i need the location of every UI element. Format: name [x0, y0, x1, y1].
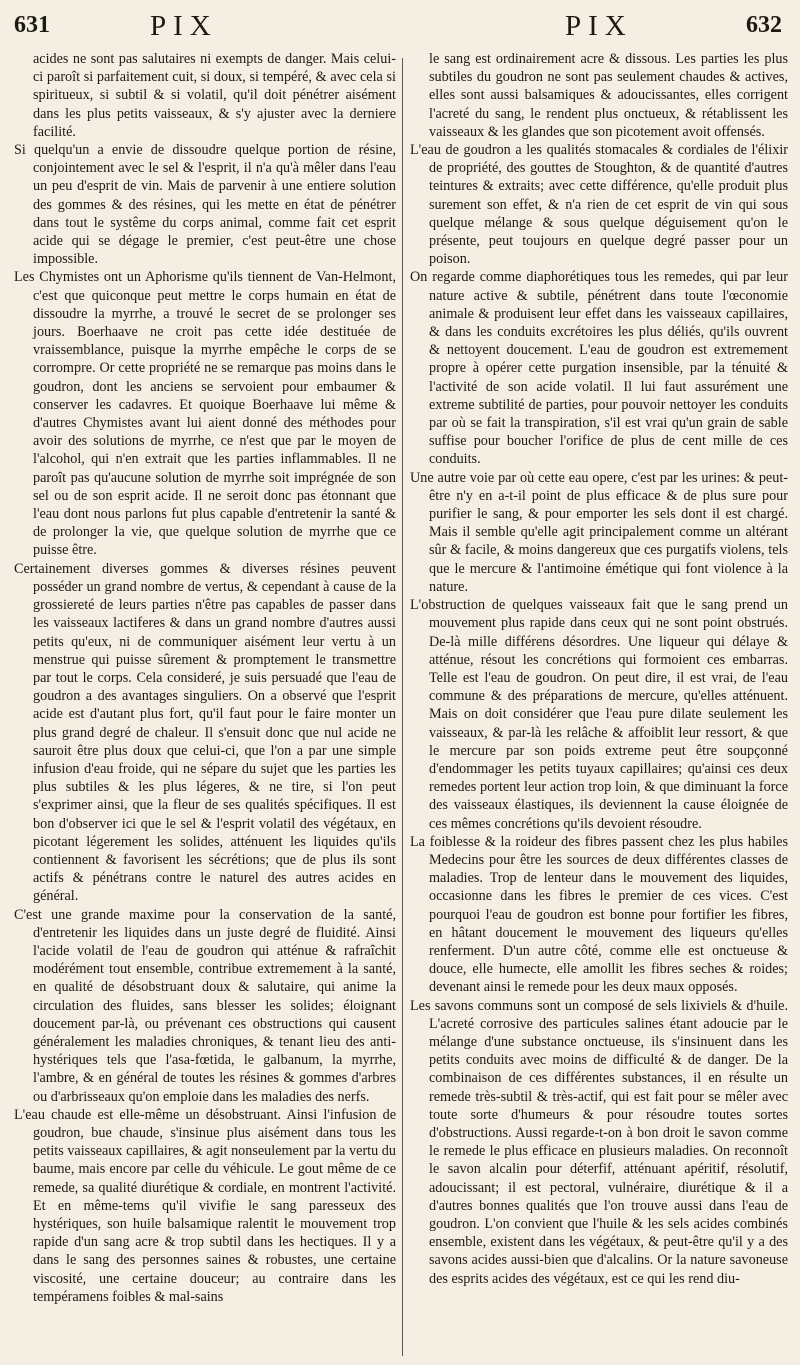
- left-page-number: 631: [14, 12, 50, 38]
- paragraph: L'eau de goudron a les qualités stomacales & cordiales de l'élixir de propriété, des gouttes de Stoughton, & de quantité d'autres teintures & extraits; avec cette différence, qu'elle produit plus surement son effet, & n'a rien de cet esprit de vin qui sous quelque mélange & sous quelque déguisement qu'on le présente, peut toujours en quelque degré passer pour un poison.: [410, 142, 788, 268]
- right-text-column: [410, 50, 788, 1360]
- paragraph: L'obstruction de quelques vaisseaux fait que le sang prend un mouvement plus rapide dans ceux qui ne sont point obstrués. De-là mille différens désordres. Une liqueur qui délaye & atténue, résout les concrétions qui formoient ces embarras. Telle est l'eau de goudron. On peut dire, il est vrai, de l'eau commune & des préparations de mercure, qu'elles atténuent. Mais on doit considérer que l'eau pure dilate seulement les vaisseaux, & par-là les relâche & affoiblit leur ressort, & que le mercure par son poids extreme peut être soupçonné d'endommager les petits tuyaux capillaires; qu'ainsi ces deux remedes portent leur action trop loin, & que diminuant la force des vaisseaux élastiques, ils deviennent la cause éloignée de ces mêmes concrétions qu'ils devoient résoudre.: [410, 597, 788, 832]
- paragraph: C'est une grande maxime pour la conservation de la santé, d'entretenir les liquides dans un juste degré de fluidité. Ainsi l'acide volatil de l'eau de goudron qui atténue & rafraîchit modérément tout ensemble, contribue extremement à la santé, en qualité de désobstruant doux & salutaire, qui anime la circulation des fluides, sans blesser les solides; éloignant doucement par-là, ou prévenant ces obstructions qui causent généralement les maladies chroniques, & tenant lieu des anti-hystériques tels que l'asa-fœtida, le galbanum, la myrrhe, l'ambre, & en général de toutes les résines & gommes d'arbres ou d'arbrisseaux qu'on emploie dans les maladies des nerfs.: [14, 906, 396, 1105]
- paragraph: Certainement diverses gommes & diverses résines peuvent posséder un grand nombre de vertus, & cependant à cause de la grossiereté de leurs parties n'être pas capables de passer dans les vaisseaux lactiferes & dans un grand nombre d'autres aussi petits qu'eux, ni de communiquer aisément leur vertu à un menstrue qui puisse sûrement & promptement le transmettre par tout le corps. Cela consideré, je suis persuadé que l'eau de goudron a des avantages singuliers. On a observé que l'esprit acide est d'autant plus fort, qu'il faut pour le faire monter un plus grand degré de chaleur. Il s'ensuit donc que nul acide ne sauroit être plus doux que celui-ci, que l'on a par une simple infusion d'eau froide, qui ne sépare du sujet que les parties les plus subtiles & les plus légeres, & ne tire, si l'on peut s'exprimer ainsi, que la fleur de ses qualités spécifiques. Il est bon d'observer ici que le sel & l'esprit volatil des végétaux, en picotant légerement les solides, atténuent les liquides qu'ils contiennent & favorisent les sécrétions; que de plus ils sont actifs & pénétrans contre le naturel des autres acides en général.: [14, 560, 396, 905]
- column-divider: [402, 58, 403, 1356]
- right-page-number: 632: [746, 12, 782, 38]
- paragraph: Les savons communs sont un composé de sels lixiviels & d'huile. L'acreté corrosive des particules salines étant adoucie par le mélange d'une substance onctueuse, ils s'insinuent dans les petits conduits avec moins de difficulté & de danger. De la combinaison de ces différentes substances, il en résulte un remede très-subtil & très-actif, qui est fait pour se mêler avec toute sorte d'humeurs & pour résoudre toutes sortes d'obstructions. Aussi regarde-t-on à bon droit le savon comme le remede le plus efficace en plusieurs maladies. On reconnoît le savon alcalin pour déterfif, atténuant apéritif, résolutif, adoucissant; il est pectoral, vulnéraire, diurétique & il a d'autres bonnes qualités que l'on trouve aussi dans l'eau de goudron. L'on convient que l'huile & les sels acides combinés ensemble, existent dans les végétaux, & peut-être qu'il y a des savons acides aussi-bien que d'alcalins. Or la nature savoneuse des esprits acides des végétaux, est ce qui les rend diu-: [410, 997, 788, 1287]
- page-header: [0, 8, 800, 48]
- paragraph: Une autre voie par où cette eau opere, c'est par les urines: & peut-être n'y en a-t-il point de plus efficace & de plus sure pour purifier le sang, & pour emporter les sels dont il est chargé. Mais il semble qu'elle agit principalement comme un altérant sûr & facile, & moins dangereux que ces purgatifs violens, tels que le mercure & l'antimoine émétique qui font violence à la nature.: [410, 469, 788, 595]
- left-running-title: PIX: [150, 10, 218, 42]
- left-text-column: [14, 50, 396, 1360]
- right-running-title: PIX: [565, 10, 633, 42]
- paragraph: acides ne sont pas salutaires ni exempts de danger. Mais celui-ci paroît si parfaitement cuit, si doux, si tempéré, & avec cela si spiritueux, si subtil & si volatil, qu'il doit pénétrer aisément dans les plus petits vaisseaux, & s'y ajuster avec la derniere facilité.: [33, 51, 396, 140]
- paragraph: Si quelqu'un a envie de dissoudre quelque portion de résine, conjointement avec le sel & l'esprit, il n'a qu'à mêler dans l'eau un peu d'esprit de vin. Mais de parvenir à une entiere solution des gommes & des résines, qui les mette en état de pénétrer dans tout le systême du corps animal, comme fait cet esprit acide qui se dégage le premier, c'est peut-être une chose impossible.: [14, 142, 396, 268]
- paragraph: Les Chymistes ont un Aphorisme qu'ils tiennent de Van-Helmont, c'est que quiconque peut mettre le corps humain en état de dissoudre la myrrhe, a trouvé le secret de se prolonger ses jours. Boerhaave ne croit pas cette idée destituée de vraissemblance, puisque la myrrhe empêche le corps de se corrompre. Or cette propriété ne se remarque pas moins dans le goudron, dont les anciens se servoient pour embaumer & conserver les cadavres. Et quoique Boerhaave lui même & d'autres Chymistes avant lui aient donné des méthodes pour avoir des solutions de myrrhe, ce n'est que par le moyen de l'alcohol, qui n'en extrait que les parties inflammables. Il ne paroît pas qu'aucune solution de myrrhe soit imprégnée de son sel ou de son esprit acide. Il ne seroit donc pas étonnant que l'eau dont nous parlons fut plus capable d'entretenir la santé & de prolonger la vie, que quelque solution de myrrhe que ce puisse être.: [14, 269, 396, 559]
- paragraph: On regarde comme diaphorétiques tous les remedes, qui par leur nature active & subtile, pénétrent dans toute l'œconomie animale & produisent leur effet dans les vaisseaux capillaires, & dans les conduits excrétoires les plus déliés, qu'ils ouvrent & nettoyent doucement. L'eau de goudron est extremement propre à opérer cette purgation insensible, par la ténuité & l'activité de son acide volatil. Il lui faut assurément une extreme subtilité de parties, pour pouvoir nettoyer les conduits par où se fait la transpiration, s'il est vrai qu'un grain de sable suffise pour boucher l'orifice de plus de cent mille de ces conduits.: [410, 269, 788, 468]
- paragraph: La foiblesse & la roideur des fibres passent chez les plus habiles Medecins pour être les sources de deux différentes classes de maladies. Trop de lenteur dans le mouvement des liquides, occasionne dans les fibres le premier de ces vices. C'est pourquoi l'eau de goudron est bonne pour fortifier les fibres, en hâtant doucement le mouvement des liqueurs qu'elles renferment. D'un autre côté, comme elle est onctueuse & douce, elle humecte, elle amollit les fibres seches & roides; devenant ainsi le remede pour les deux maux opposés.: [410, 833, 788, 996]
- paragraph: L'eau chaude est elle-même un désobstruant. Ainsi l'infusion de goudron, bue chaude, s'insinue plus aisément dans tous les petits vaisseaux capillaires, & agit nonseulement par la vertu du baume, mais encore par celle du véhicule. Le gout même de ce remede, sa qualité diurétique & cordiale, en montrent l'activité. Et en même-tems qu'il vivifie le sang paresseux des hystériques, son huile balsamique ralentit le mouvement trop rapide d'un sang acre & trop subtil dans les hectiques. Il y a dans le sang des personnes saines & robustes, une certaine viscosité, une certaine douceur; au contraire dans les tempéramens foibles & mal-sains: [14, 1106, 396, 1305]
- paragraph: le sang est ordinairement acre & dissous. Les parties les plus subtiles du goudron ne sont pas seulement chaudes & actives, elles sont aussi balsamiques & adoucissantes, elles corrigent l'acreté du sang, le rendent plus onctueux, & rétablissent les vaisseaux & les glandes que son picotement avoit offensés.: [429, 51, 788, 140]
